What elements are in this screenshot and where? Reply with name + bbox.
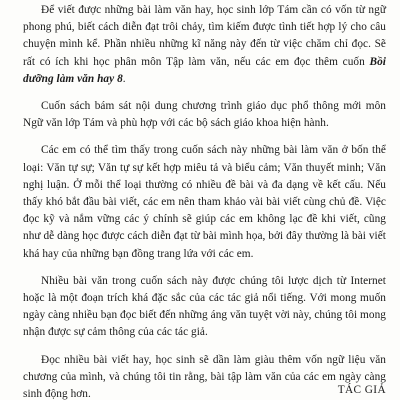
paragraph-intro-end: . bbox=[122, 72, 126, 85]
paragraph-intro-text: Để viết được những bài làm văn hay, học sinh lớp Tám cần có vốn từ ngữ phong phú, biết cách diễn đạt trôi chảy, tìm kiếm được tình tiết hợp lý cho câu chuyện mình kể. Phần nhiều những kĩ năng này đến từ việc chăm chỉ đọc. Sẽ rất có ích khi học phân môn Tập làm văn, nếu các em đọc thêm cuốn bbox=[23, 4, 386, 68]
paragraph-genres: Các em có thể tìm thấy trong cuốn sách này những bài làm văn ở bốn thể loại: Văn tự sự; Văn tự sự kết hợp miêu tả và biểu cảm; Văn thuyết minh; Văn nghị luận. Ở mỗi thể loại thường có nhiều đề bài và đa dạng về kết cấu. Nếu thấy khó bắt đầu bài viết, các em nên tham khảo vài bài viết cùng chủ đề. Việc đọc kỹ và nắm vững các ý chính sẽ giúp các em không lạc đề khi viết, cũng như dễ dàng học được cách diễn đạt từ bài mình họa, bởi đây thường là bài viết khá hay của những bạn đồng trang lứa với các em. bbox=[23, 144, 386, 260]
paragraph-conclusion: Đọc nhiều bài viết hay, học sinh sẽ dần làm giàu thêm vốn ngữ liệu văn chương của mình, và chúng tôi tin rằng, bài tập làm văn của các em ngày càng sinh động hơn. bbox=[23, 353, 386, 401]
book-title: Bồi dưỡng làm văn hay 8 bbox=[23, 55, 386, 85]
paragraph-sources: Nhiều bài văn trong cuốn sách này được chúng tôi lược dịch từ Internet hoặc là một đoạn trích khá đặc sắc của các tác giả nổi tiếng. Với mong muốn ngày càng nhiều bạn đọc biết đến những áng văn tuyệt vời này, chúng tôi mong nhận được sự cảm thông của các tác giả. bbox=[23, 274, 386, 339]
paragraph-curriculum: Cuốn sách bám sát nội dung chương trình giáo dục phổ thông mới môn Ngữ văn lớp Tám và phù hợp với các bộ sách giáo khoa hiện hành. bbox=[23, 100, 386, 130]
author-signature: TÁC GIẢ bbox=[337, 384, 386, 396]
paragraph-intro bbox=[23, 2, 386, 88]
